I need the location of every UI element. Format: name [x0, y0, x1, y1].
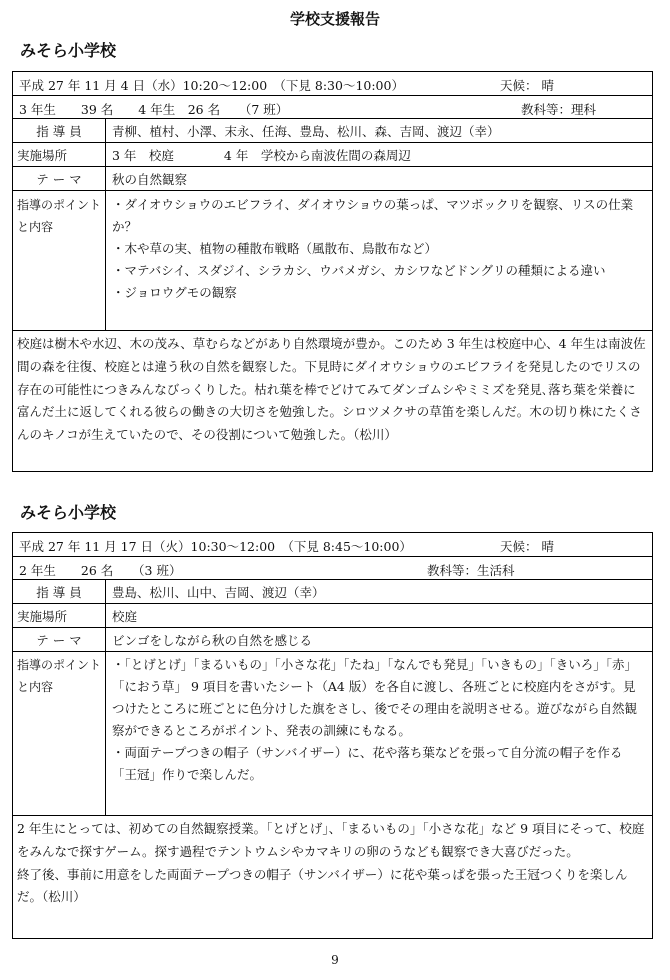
date-line: 平成 27 年 11 月 17 日（火）10:30～12:00 （下見 8:45～10:00）: [19, 539, 412, 554]
point-item: ・「とげとげ」「まるいもの」「小さな花」「たね」「なんでも発見」「いきもの」「きいろ」「赤」「におう草」 9 項目を書いたシート（A4 版）を各自に渡し、各班ごとに校庭内をさがす。見つけたところに班ごとに色分けした旗をさし、後でその理由を説明させる。遊びながら自然観察ができるところがポイント、発表の訓練にもなる。: [112, 657, 638, 738]
place-row: [13, 604, 652, 628]
place-label: 実施場所: [13, 143, 106, 166]
date-row: [13, 533, 652, 557]
weather: 天候： 晴: [500, 78, 554, 93]
point-item: ・ダイオウショウのエビフライ、ダイオウショウの葉っぱ、マツボックリを観察、リスの仕業か？: [112, 197, 634, 234]
report-table-1: [12, 71, 653, 472]
school-name-1: みそら小学校: [20, 41, 117, 60]
leaders-value: 青柳、植村、小澤、末永、任海、豊島、松川、森、吉岡、渡辺（幸）: [112, 124, 500, 139]
points-row: [13, 652, 652, 816]
date-row: [13, 72, 652, 96]
leaders-label: 指 導 員: [13, 119, 106, 142]
theme-value: 秋の自然観察: [112, 172, 188, 187]
grades-row: [13, 96, 652, 119]
summary-row: [13, 331, 652, 471]
weather: 天候： 晴: [500, 539, 554, 554]
place-label: 実施場所: [13, 604, 106, 627]
theme-row: [13, 628, 652, 652]
subject: 教科等：理科: [521, 102, 597, 117]
page-number: 9: [331, 953, 339, 967]
summary-row: [13, 816, 652, 938]
point-item: ・両面テープつきの帽子（サンバイザー）に、花や落ち葉などを張って自分流の帽子を作る「王冠」作りで楽しんだ。: [112, 745, 623, 782]
page-title: 学校支援報告: [289, 10, 380, 28]
point-item: ・木や草の実、植物の種散布戦略（風散布、鳥散布など）: [112, 241, 438, 256]
points-list: [106, 652, 652, 815]
place-value: 校庭: [112, 609, 138, 624]
summary-text: 2 年生にとっては、初めての自然観察授業。「とげとげ」、「まるいもの」「小さな花」など 9 項目にそって、校庭をみんなで探すゲーム。探す過程でテントウムシやカマキリの卵のうなども観察でき大喜びだった。: [17, 821, 645, 859]
theme-row: [13, 167, 652, 191]
theme-label: テ ー マ: [13, 628, 106, 651]
school-name-2: みそら小学校: [20, 503, 117, 522]
summary-text: 終了後、事前に用意をした両面テープつきの帽子（サンバイザー）に花や葉っぱを張った王冠つくりを楽しんだ。（松川）: [17, 866, 628, 905]
points-list: [106, 191, 652, 330]
points-label: 指導のポイントと内容: [13, 652, 106, 815]
date-line: 平成 27 年 11 月 4 日（水）10:20～12:00 （下見 8:30～10:00）: [19, 78, 404, 93]
point-item: ・マテバシイ、スダジイ、シラカシ、ウバメガシ、カシワなどドングリの種類による違い: [112, 263, 606, 278]
grades: 2 年生 26 名 （3 班）: [19, 563, 182, 578]
points-row: [13, 191, 652, 331]
summary-text: 校庭は樹木や水辺、木の茂み、草むらなどがあり自然環境が豊か。このため 3 年生は校庭中心、4 年生は南波佐間の森を往復、校庭とは違う秋の自然を観察した。下見時にダイオウショウのエビフライを発見したのでリスの存在の可能性につきみんなびっくりした。枯れ葉を棒でどけてみてダンゴムシやミミズを発見､落ち葉を栄養に富んだ土に返してくれる彼らの働きの大切さを勉強した。シロツメクサの草笛を楽しんだ。木の切り株にたくさんのキノコが生えていたので、その役割について勉強した。（松川）: [17, 336, 646, 443]
leaders-value: 豊島、松川、山中、吉岡、渡辺（幸）: [112, 585, 325, 600]
leaders-row: [13, 580, 652, 604]
place-value: 3 年 校庭 4 年 学校から南波佐間の森周辺: [112, 148, 411, 163]
subject: 教科等：生活科: [427, 563, 515, 578]
points-label: 指導のポイントと内容: [13, 191, 106, 330]
leaders-label: 指 導 員: [13, 580, 106, 603]
grades: 3 年生 39 名 4 年生 26 名 （7 班）: [19, 102, 289, 117]
grades-row: [13, 557, 652, 580]
leaders-row: [13, 119, 652, 143]
place-row: [13, 143, 652, 167]
theme-label: テ ー マ: [13, 167, 106, 190]
report-table-2: [12, 532, 653, 939]
theme-value: ビンゴをしながら秋の自然を感じる: [112, 633, 313, 648]
point-item: ・ジョロウグモの観察: [112, 285, 237, 300]
